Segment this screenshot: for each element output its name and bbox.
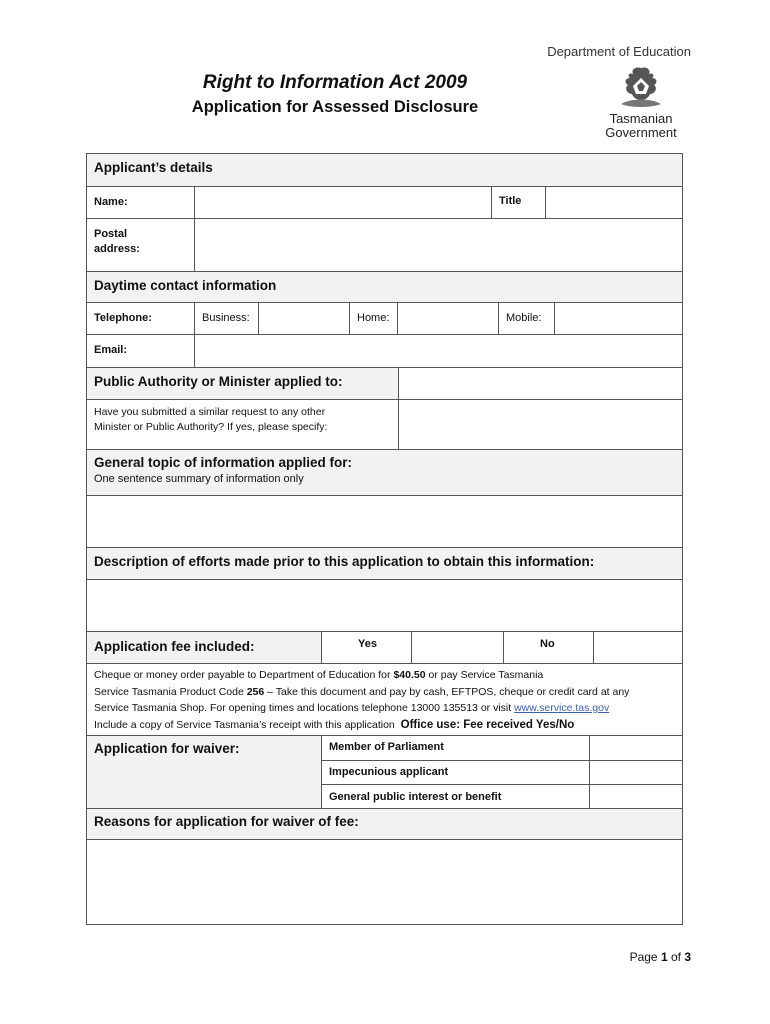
authority-header bbox=[87, 367, 682, 399]
name-row bbox=[87, 186, 682, 218]
tasmanian-tiger-icon bbox=[613, 64, 669, 112]
fee-no-label: No bbox=[540, 638, 555, 650]
waiver-checkboxes bbox=[589, 736, 682, 808]
form-title-block bbox=[170, 72, 500, 117]
waiver-options bbox=[321, 736, 589, 808]
title-label: Title bbox=[499, 195, 522, 207]
logo-line-2: Government bbox=[605, 125, 677, 140]
service-tas-link[interactable]: www.service.tas.gov bbox=[514, 702, 610, 714]
waiver-public-interest-checkbox[interactable] bbox=[590, 784, 682, 808]
fee-instructions-text bbox=[94, 667, 629, 733]
fee-yes-label: Yes bbox=[358, 638, 377, 650]
waiver-parliament-checkbox[interactable] bbox=[590, 736, 682, 760]
fee-line4-text: Include a copy of Service Tasmania’s receipt with this application bbox=[94, 718, 395, 731]
waiver-option-public-interest bbox=[322, 784, 589, 808]
efforts-header bbox=[87, 547, 682, 579]
fee-yes-label-cell bbox=[321, 632, 411, 663]
telephone-label: Telephone: bbox=[94, 312, 152, 324]
tasmanian-government-logo bbox=[596, 64, 686, 140]
postal-address-label bbox=[94, 227, 140, 257]
home-label-cell bbox=[349, 303, 397, 334]
waiver-option-public-interest-label: General public interest or benefit bbox=[329, 791, 502, 803]
department-name: Department of Education bbox=[547, 44, 691, 59]
topic-input[interactable] bbox=[87, 495, 682, 547]
postal-address-input[interactable] bbox=[194, 219, 682, 271]
applicant-details-header bbox=[87, 154, 682, 186]
fee-line1-text: Cheque or money order payable to Department of Education for bbox=[94, 669, 394, 681]
page-number bbox=[630, 950, 691, 964]
waiver-impecunious-checkbox[interactable] bbox=[590, 760, 682, 785]
topic-subheading: One sentence summary of information only bbox=[94, 473, 304, 485]
page-current: 1 bbox=[660, 950, 668, 964]
reasons-input[interactable] bbox=[87, 839, 682, 925]
similar-request-line-2: Minister or Public Authority? If yes, please specify: bbox=[94, 421, 328, 433]
fee-amount: $40.50 bbox=[393, 669, 426, 681]
name-input[interactable] bbox=[194, 187, 491, 218]
fee-header bbox=[87, 631, 682, 663]
topic-heading: General topic of information applied for: bbox=[94, 455, 353, 470]
reasons-heading: Reasons for application for waiver of fee: bbox=[94, 814, 359, 829]
waiver-option-parliament-label: Member of Parliament bbox=[329, 741, 444, 753]
fee-line3-text: Service Tasmania Shop. For opening times and locations telephone 13000 135513 or visit bbox=[94, 702, 515, 714]
fee-no-label-cell bbox=[503, 632, 593, 663]
logo-line-1: Tasmanian bbox=[609, 111, 673, 126]
waiver-heading: Application for waiver: bbox=[94, 741, 240, 756]
email-row bbox=[87, 334, 682, 367]
waiver-option-impecunious-label: Impecunious applicant bbox=[329, 766, 449, 778]
name-label: Name: bbox=[94, 196, 128, 208]
applicant-details-heading: Applicant’s details bbox=[94, 160, 213, 175]
title-input[interactable] bbox=[545, 187, 682, 218]
fee-instructions bbox=[87, 663, 682, 735]
waiver-option-impecunious bbox=[322, 760, 589, 785]
page-prefix: Page bbox=[629, 950, 661, 964]
title-label-cell bbox=[491, 187, 545, 218]
telephone-row bbox=[87, 302, 682, 334]
similar-request-row bbox=[87, 399, 682, 449]
reasons-header bbox=[87, 808, 682, 839]
similar-request-line-1: Have you submitted a similar request to any other bbox=[94, 406, 326, 418]
waiver-section bbox=[87, 735, 682, 808]
home-label: Home: bbox=[357, 312, 390, 324]
fee-no-checkbox[interactable] bbox=[593, 632, 682, 663]
fee-line1-suffix: or pay Service Tasmania bbox=[425, 669, 544, 681]
waiver-option-parliament bbox=[322, 736, 589, 760]
fee-line2-text: Service Tasmania Product Code bbox=[94, 685, 247, 698]
contact-header bbox=[87, 271, 682, 302]
form-subtitle: Application for Assessed Disclosure bbox=[191, 98, 479, 116]
office-use-note: Office use: Fee received Yes/No bbox=[400, 718, 575, 731]
business-phone-input[interactable] bbox=[258, 303, 349, 334]
contact-heading: Daytime contact information bbox=[94, 278, 277, 293]
application-form bbox=[86, 153, 683, 925]
fee-heading: Application fee included: bbox=[94, 639, 255, 654]
email-input[interactable] bbox=[194, 335, 682, 367]
mobile-label: Mobile: bbox=[506, 312, 542, 324]
postal-label-line-2: address: bbox=[94, 243, 140, 255]
efforts-input[interactable] bbox=[87, 579, 682, 631]
efforts-heading: Description of efforts made prior to this application to obtain this information: bbox=[94, 554, 595, 569]
topic-header bbox=[87, 449, 682, 495]
authority-heading: Public Authority or Minister applied to: bbox=[94, 374, 343, 389]
email-label: Email: bbox=[94, 344, 128, 356]
similar-request-question bbox=[94, 405, 327, 435]
authority-input[interactable] bbox=[398, 368, 682, 399]
form-title: Right to Information Act 2009 bbox=[202, 72, 468, 93]
business-label: Business: bbox=[202, 312, 250, 324]
similar-request-input[interactable] bbox=[398, 400, 682, 449]
business-label-cell bbox=[194, 303, 258, 334]
page-total: 3 bbox=[684, 950, 691, 964]
postal-address-row bbox=[87, 218, 682, 271]
page-mid: of bbox=[667, 950, 685, 964]
mobile-label-cell bbox=[498, 303, 554, 334]
home-phone-input[interactable] bbox=[397, 303, 498, 334]
product-code: 256 bbox=[246, 685, 265, 698]
mobile-phone-input[interactable] bbox=[554, 303, 682, 334]
fee-yes-checkbox[interactable] bbox=[411, 632, 503, 663]
fee-line2-suffix: – Take this document and pay by cash, EFTPOS, cheque or credit card at any bbox=[264, 685, 630, 698]
postal-label-line-1: Postal bbox=[94, 228, 128, 240]
